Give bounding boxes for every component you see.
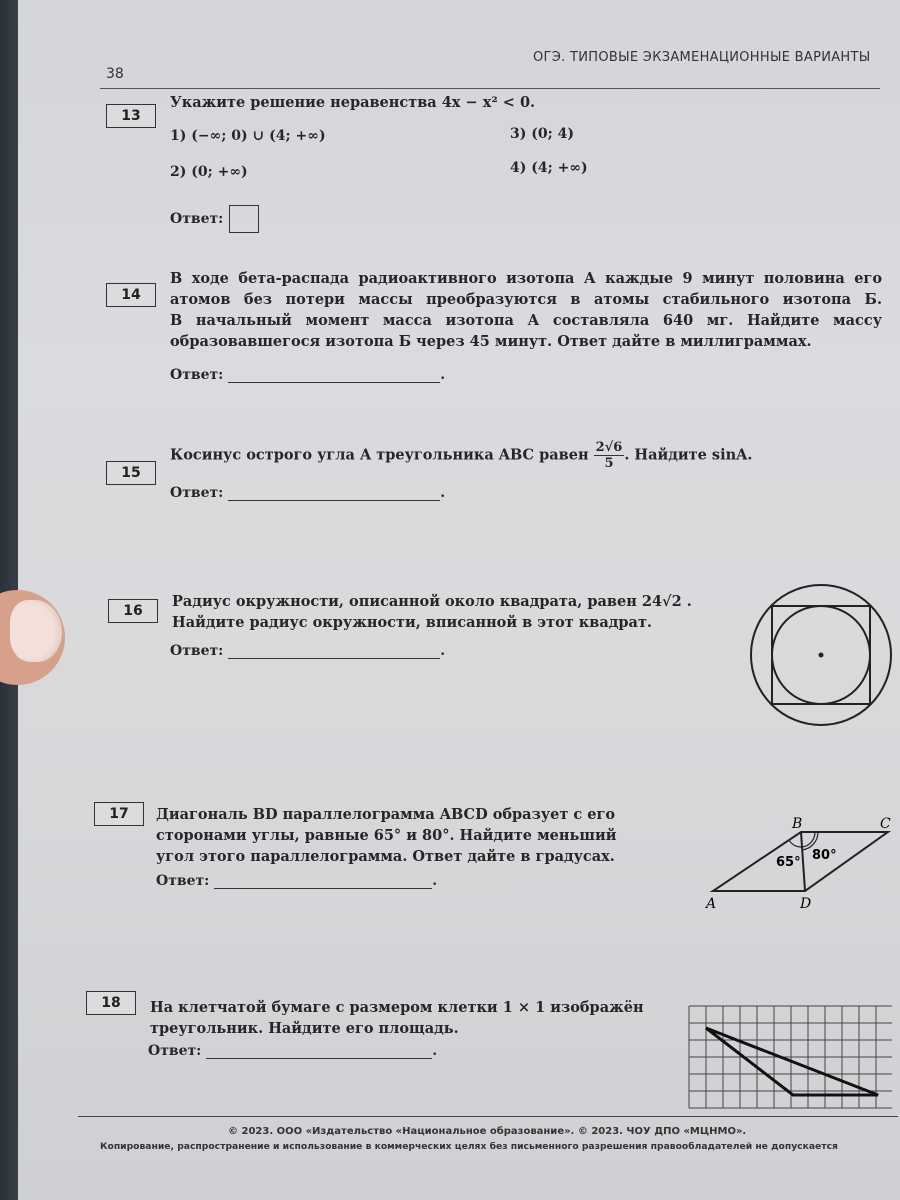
task-15-text-after: . Найдите sinA. — [624, 446, 753, 464]
angle-arc-65 — [789, 840, 802, 847]
task-18-text — [150, 997, 644, 1039]
task-14-text — [170, 268, 882, 352]
footer-copyright: © 2023. ООО «Издательство «Национальное образование». © 2023. ЧОУ ДПО «МЦНМО». — [228, 1126, 747, 1137]
task-14-answer-line[interactable] — [228, 366, 440, 383]
grid-triangle — [706, 1028, 878, 1095]
task-17-text — [156, 804, 616, 867]
task-13-answer — [170, 205, 259, 233]
task-16-line-1: Радиус окружности, описанной около квадрата, равен 24√2 . — [172, 593, 692, 610]
task-16-text — [172, 591, 692, 633]
vertex-b-label: B — [792, 816, 803, 832]
diagonal-bd — [801, 832, 805, 891]
task-14-answer-label: Ответ: — [170, 367, 224, 383]
task-14-line-3: В начальный момент масса изотопа А составляла 640 мг. Найдите массу — [170, 312, 882, 329]
task-18-number: 18 — [86, 991, 136, 1015]
task-15-answer: Ответ: . — [170, 485, 446, 501]
vertex-a-label: A — [706, 896, 717, 912]
task-15-fraction-numerator: 2√6 — [595, 440, 623, 455]
task-15-fraction-denominator: 5 — [604, 456, 614, 471]
task-16-answer-line[interactable] — [228, 642, 440, 659]
circle-center — [819, 653, 824, 658]
task-16-number: 16 — [108, 599, 158, 623]
task-17-line-2: сторонами углы, равные 65° и 80°. Найдите меньший — [156, 827, 617, 844]
task-13-option-3[interactable]: 3) (0; 4) — [510, 126, 575, 142]
task-15-fraction — [594, 440, 625, 471]
task-13-option-4[interactable]: 4) (4; +∞) — [510, 160, 588, 176]
vertex-c-label: C — [880, 816, 891, 832]
task-16-figure — [748, 582, 898, 732]
task-18-answer-line[interactable] — [206, 1042, 432, 1059]
page-number: 38 — [106, 66, 124, 82]
task-17-answer-line[interactable] — [214, 872, 432, 889]
task-18-line-2: треугольник. Найдите его площадь. — [150, 1020, 459, 1037]
task-16-answer: Ответ: . — [170, 643, 446, 659]
task-18-grid-figure — [686, 1003, 892, 1121]
task-16-line-2: Найдите радиус окружности, вписанной в этот квадрат. — [172, 614, 652, 631]
task-17-answer-label: Ответ: — [156, 873, 210, 889]
task-16-answer-label: Ответ: — [170, 643, 224, 659]
task-13-answer-label: Ответ: — [170, 211, 224, 227]
task-13-number: 13 — [106, 104, 156, 128]
task-15-number: 15 — [106, 461, 156, 485]
task-14-line-1: В ходе бета-распада радиоактивного изотопа А каждые 9 минут половина его — [170, 270, 882, 287]
footer-notice: Копирование, распространение и использование в коммерческих целях без письменного разрешения правообладателей не допускается — [100, 1141, 838, 1152]
page-header-title: ОГЭ. ТИПОВЫЕ ЭКЗАМЕНАЦИОННЫЕ ВАРИАНТЫ — [533, 50, 871, 65]
exam-page — [18, 0, 900, 1200]
task-15-answer-label: Ответ: — [170, 485, 224, 501]
task-15-answer-line[interactable] — [228, 484, 440, 501]
task-14-answer: Ответ: . — [170, 367, 446, 383]
footer-rule — [78, 1116, 898, 1117]
task-18-answer: Ответ: . — [148, 1043, 438, 1059]
task-17-answer: Ответ: . — [156, 873, 438, 889]
task-13-answer-box[interactable] — [229, 205, 259, 233]
task-18-line-1: На клетчатой бумаге с размером клетки 1 × 1 изображён — [150, 999, 644, 1016]
task-13-text: Укажите решение неравенства 4x − x² < 0. — [170, 94, 536, 111]
vertex-d-label: D — [800, 896, 812, 912]
task-15-text — [170, 440, 752, 471]
task-17-line-1: Диагональ BD параллелограмма ABCD образует с его — [156, 806, 616, 823]
task-15-text-before: Косинус острого угла A треугольника ABC равен — [170, 446, 589, 464]
finger-nail — [10, 600, 62, 662]
angle-65-label: 65° — [776, 855, 801, 870]
task-17-line-3: угол этого параллелограмма. Ответ дайте в градусах. — [156, 848, 615, 865]
task-17-figure — [698, 812, 898, 918]
task-14-number: 14 — [106, 283, 156, 307]
task-13-option-1[interactable]: 1) (−∞; 0) ∪ (4; +∞) — [170, 128, 326, 144]
angle-80-label: 80° — [812, 848, 837, 863]
task-17-number: 17 — [94, 802, 144, 826]
task-13-option-2[interactable]: 2) (0; +∞) — [170, 164, 248, 180]
header-rule — [100, 88, 880, 89]
task-14-line-4: образовавшегося изотопа Б через 45 минут. Ответ дайте в миллиграммах. — [170, 333, 812, 350]
task-18-answer-label: Ответ: — [148, 1043, 202, 1059]
task-14-line-2: атомов без потери массы преобразуются в атомы стабильного изотопа Б. — [170, 291, 882, 308]
